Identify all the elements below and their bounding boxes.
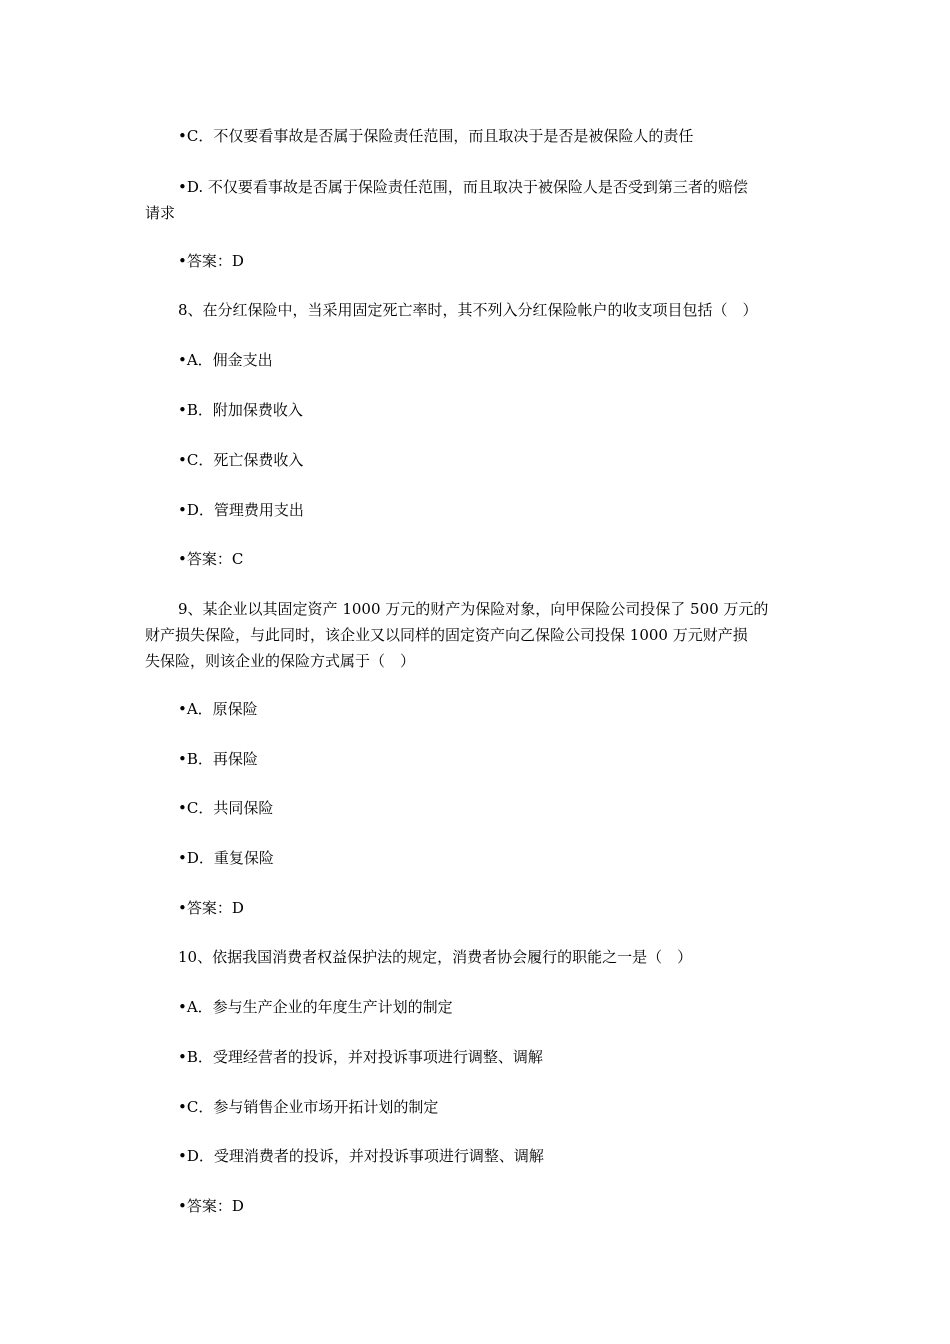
- q7-option-d-line2: 请求: [145, 204, 176, 222]
- q10-answer: •答案：D: [178, 1197, 244, 1215]
- q10-question: 10、依据我国消费者权益保护法的规定，消费者协会履行的职能之一是（ ）: [178, 948, 693, 966]
- q8-option-a: •A．佣金支出: [178, 351, 273, 369]
- q9-question-line3: 失保险，则该企业的保险方式属于（ ）: [145, 652, 416, 670]
- q7-answer: •答案：D: [178, 252, 244, 270]
- q10-option-d: •D．受理消费者的投诉，并对投诉事项进行调整、调解: [178, 1147, 544, 1165]
- document-page: [145, 0, 810, 1344]
- q9-answer: •答案：D: [178, 899, 244, 917]
- q7-option-c: •C．不仅要看事故是否属于保险责任范围，而且取决于是否是被保险人的责任: [178, 127, 694, 145]
- q9-option-d: •D．重复保险: [178, 849, 274, 867]
- q9-question-line1: 9、某企业以其固定资产 1000 万元的财产为保险对象，向甲保险公司投保了 500 万元的: [178, 600, 769, 618]
- q10-option-b: •B．受理经营者的投诉，并对投诉事项进行调整、调解: [178, 1048, 543, 1066]
- q8-option-b: •B．附加保费收入: [178, 401, 303, 419]
- q8-answer: •答案：C: [178, 550, 244, 568]
- q9-question-line2: 财产损失保险，与此同时，该企业又以同样的固定资产向乙保险公司投保 1000 万元财产损: [145, 626, 748, 644]
- q8-question: 8、在分红保险中，当采用固定死亡率时，其不列入分红保险帐户的收支项目包括（ ）: [178, 301, 758, 319]
- q9-option-a: •A．原保险: [178, 700, 258, 718]
- q9-option-c: •C．共同保险: [178, 799, 274, 817]
- q7-option-d-line1: •D. 不仅要看事故是否属于保险责任范围，而且取决于被保险人是否受到第三者的赔偿: [178, 178, 748, 196]
- q8-option-d: •D．管理费用支出: [178, 501, 304, 519]
- q8-option-c: •C．死亡保费收入: [178, 451, 304, 469]
- q10-option-a: •A．参与生产企业的年度生产计划的制定: [178, 998, 453, 1016]
- q9-option-b: •B．再保险: [178, 750, 258, 768]
- q10-option-c: •C．参与销售企业市场开拓计划的制定: [178, 1098, 439, 1116]
